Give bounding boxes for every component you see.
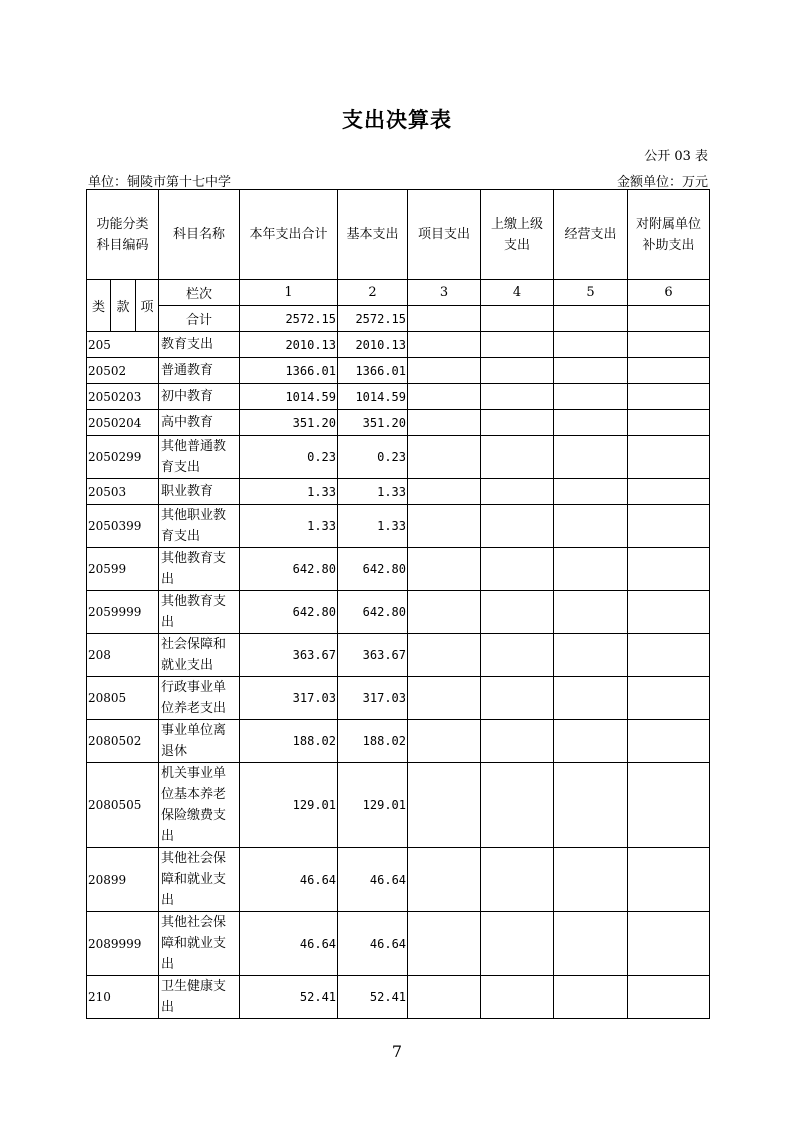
row-project (408, 912, 481, 976)
row-name: 高中教育 (159, 410, 240, 436)
row-upper (481, 763, 554, 848)
table-row (87, 358, 710, 384)
row-business (554, 763, 628, 848)
row-name: 卫生健康支 出 (159, 976, 240, 1019)
table-row (87, 763, 710, 848)
row-name: 机关事业单 位基本养老 保险缴费支 出 (159, 763, 240, 848)
row-subsidy (628, 720, 710, 763)
row-project (408, 410, 481, 436)
row-name: 其他教育支 出 (159, 591, 240, 634)
total-amount: 2572.15 (240, 306, 338, 332)
row-project (408, 720, 481, 763)
row-code: 20502 (87, 358, 159, 384)
unit-label: 单位：铜陵市第十七中学 (88, 175, 232, 190)
row-business (554, 720, 628, 763)
row-name: 事业单位离 退休 (159, 720, 240, 763)
table-row (87, 976, 710, 1019)
row-upper (481, 591, 554, 634)
col-index-6: 6 (628, 280, 710, 306)
row-business (554, 976, 628, 1019)
table-row (87, 912, 710, 976)
row-basic: 363.67 (338, 634, 408, 677)
row-project (408, 436, 481, 479)
row-business (554, 634, 628, 677)
row-upper (481, 436, 554, 479)
header-name: 科目名称 (159, 190, 240, 280)
total-row (87, 306, 710, 332)
row-code: 20805 (87, 677, 159, 720)
row-project (408, 976, 481, 1019)
row-name: 其他社会保 障和就业支 出 (159, 848, 240, 912)
row-basic: 129.01 (338, 763, 408, 848)
col-index-3: 3 (408, 280, 481, 306)
header-row (87, 190, 710, 280)
row-total: 129.01 (240, 763, 338, 848)
row-project (408, 548, 481, 591)
page-number: 7 (391, 1042, 403, 1061)
row-project (408, 848, 481, 912)
row-subsidy (628, 763, 710, 848)
row-total: 363.67 (240, 634, 338, 677)
row-basic: 46.64 (338, 848, 408, 912)
row-total: 0.23 (240, 436, 338, 479)
row-upper (481, 976, 554, 1019)
header-project: 项目支出 (408, 190, 481, 280)
table-row (87, 720, 710, 763)
row-total: 642.80 (240, 548, 338, 591)
total-project (408, 306, 481, 332)
row-project (408, 763, 481, 848)
row-basic: 46.64 (338, 912, 408, 976)
header-subsidy-text: 对附属单位 补助支出 (636, 216, 702, 253)
row-basic: 642.80 (338, 591, 408, 634)
row-basic: 1.33 (338, 479, 408, 505)
row-name: 其他普通教 育支出 (159, 436, 240, 479)
table-row (87, 548, 710, 591)
row-total: 1366.01 (240, 358, 338, 384)
row-upper (481, 384, 554, 410)
row-subsidy (628, 677, 710, 720)
total-upper (481, 306, 554, 332)
total-subsidy (628, 306, 710, 332)
row-business (554, 384, 628, 410)
amount-unit-label: 金额单位：万元 (616, 175, 708, 190)
row-business (554, 410, 628, 436)
col-index-4: 4 (481, 280, 554, 306)
row-basic: 1.33 (338, 505, 408, 548)
header-code (87, 190, 159, 280)
header-lanci: 栏次 (159, 280, 240, 306)
row-basic: 642.80 (338, 548, 408, 591)
table-row (87, 384, 710, 410)
row-basic: 317.03 (338, 677, 408, 720)
header-business: 经营支出 (554, 190, 628, 280)
row-code: 20503 (87, 479, 159, 505)
table-row (87, 848, 710, 912)
row-total: 46.64 (240, 912, 338, 976)
row-code: 20599 (87, 548, 159, 591)
row-business (554, 591, 628, 634)
row-code: 2080502 (87, 720, 159, 763)
row-basic: 188.02 (338, 720, 408, 763)
total-label: 合计 (159, 306, 240, 332)
row-total: 642.80 (240, 591, 338, 634)
row-basic: 1014.59 (338, 384, 408, 410)
header-upper-text: 上缴上级 支出 (491, 216, 544, 253)
row-code: 208 (87, 634, 159, 677)
row-business (554, 505, 628, 548)
row-total: 52.41 (240, 976, 338, 1019)
row-subsidy (628, 479, 710, 505)
row-name: 初中教育 (159, 384, 240, 410)
row-project (408, 634, 481, 677)
row-total: 1014.59 (240, 384, 338, 410)
header-basic: 基本支出 (338, 190, 408, 280)
row-name: 职业教育 (159, 479, 240, 505)
row-project (408, 505, 481, 548)
row-name: 其他社会保 障和就业支 出 (159, 912, 240, 976)
page-title: 支出决算表 (342, 108, 452, 132)
row-business (554, 848, 628, 912)
row-subsidy (628, 384, 710, 410)
row-upper (481, 548, 554, 591)
row-code: 2080505 (87, 763, 159, 848)
row-project (408, 332, 481, 358)
row-upper (481, 634, 554, 677)
row-business (554, 677, 628, 720)
row-subsidy (628, 358, 710, 384)
col-index-1: 1 (240, 280, 338, 306)
row-upper (481, 410, 554, 436)
row-subsidy (628, 976, 710, 1019)
row-basic: 351.20 (338, 410, 408, 436)
row-subsidy (628, 591, 710, 634)
row-name: 普通教育 (159, 358, 240, 384)
row-project (408, 384, 481, 410)
row-business (554, 436, 628, 479)
row-upper (481, 912, 554, 976)
row-basic: 52.41 (338, 976, 408, 1019)
row-subsidy (628, 548, 710, 591)
row-subsidy (628, 848, 710, 912)
row-business (554, 912, 628, 976)
header-upper (481, 190, 554, 280)
row-code: 2059999 (87, 591, 159, 634)
header-lei: 类 (87, 280, 111, 332)
table-row (87, 436, 710, 479)
row-upper (481, 332, 554, 358)
row-total: 351.20 (240, 410, 338, 436)
row-subsidy (628, 332, 710, 358)
row-upper (481, 479, 554, 505)
row-total: 1.33 (240, 505, 338, 548)
header-total: 本年支出合计 (240, 190, 338, 280)
table-row (87, 677, 710, 720)
row-code: 20899 (87, 848, 159, 912)
row-project (408, 677, 481, 720)
table-row (87, 332, 710, 358)
row-name: 社会保障和 就业支出 (159, 634, 240, 677)
row-basic: 0.23 (338, 436, 408, 479)
row-project (408, 479, 481, 505)
row-business (554, 358, 628, 384)
row-total: 2010.13 (240, 332, 338, 358)
row-code: 2050399 (87, 505, 159, 548)
table-row (87, 505, 710, 548)
row-code: 2050299 (87, 436, 159, 479)
row-subsidy (628, 912, 710, 976)
row-total: 188.02 (240, 720, 338, 763)
total-business (554, 306, 628, 332)
total-basic: 2572.15 (338, 306, 408, 332)
col-index-2: 2 (338, 280, 408, 306)
row-basic: 1366.01 (338, 358, 408, 384)
row-subsidy (628, 410, 710, 436)
table-row (87, 634, 710, 677)
header-xiang: 项 (136, 280, 159, 332)
row-total: 1.33 (240, 479, 338, 505)
row-subsidy (628, 436, 710, 479)
row-business (554, 332, 628, 358)
row-code: 2050203 (87, 384, 159, 410)
row-upper (481, 505, 554, 548)
header-subsidy (628, 190, 710, 280)
row-code: 205 (87, 332, 159, 358)
row-name: 教育支出 (159, 332, 240, 358)
row-upper (481, 677, 554, 720)
row-code: 2089999 (87, 912, 159, 976)
row-name: 行政事业单 位养老支出 (159, 677, 240, 720)
table-row (87, 591, 710, 634)
row-basic: 2010.13 (338, 332, 408, 358)
header-code-text: 功能分类 科目编码 (96, 216, 149, 253)
row-project (408, 358, 481, 384)
expenditure-table (86, 189, 710, 1019)
column-index-row (87, 280, 710, 306)
table-row (87, 479, 710, 505)
col-index-5: 5 (554, 280, 628, 306)
form-number: 公开 03 表 (644, 149, 708, 164)
row-subsidy (628, 505, 710, 548)
row-upper (481, 720, 554, 763)
row-business (554, 479, 628, 505)
table-row (87, 410, 710, 436)
row-upper (481, 848, 554, 912)
row-total: 317.03 (240, 677, 338, 720)
row-business (554, 548, 628, 591)
header-kuan: 款 (111, 280, 136, 332)
row-upper (481, 358, 554, 384)
row-project (408, 591, 481, 634)
row-code: 2050204 (87, 410, 159, 436)
row-name: 其他职业教 育支出 (159, 505, 240, 548)
row-code: 210 (87, 976, 159, 1019)
row-name: 其他教育支 出 (159, 548, 240, 591)
row-subsidy (628, 634, 710, 677)
row-total: 46.64 (240, 848, 338, 912)
